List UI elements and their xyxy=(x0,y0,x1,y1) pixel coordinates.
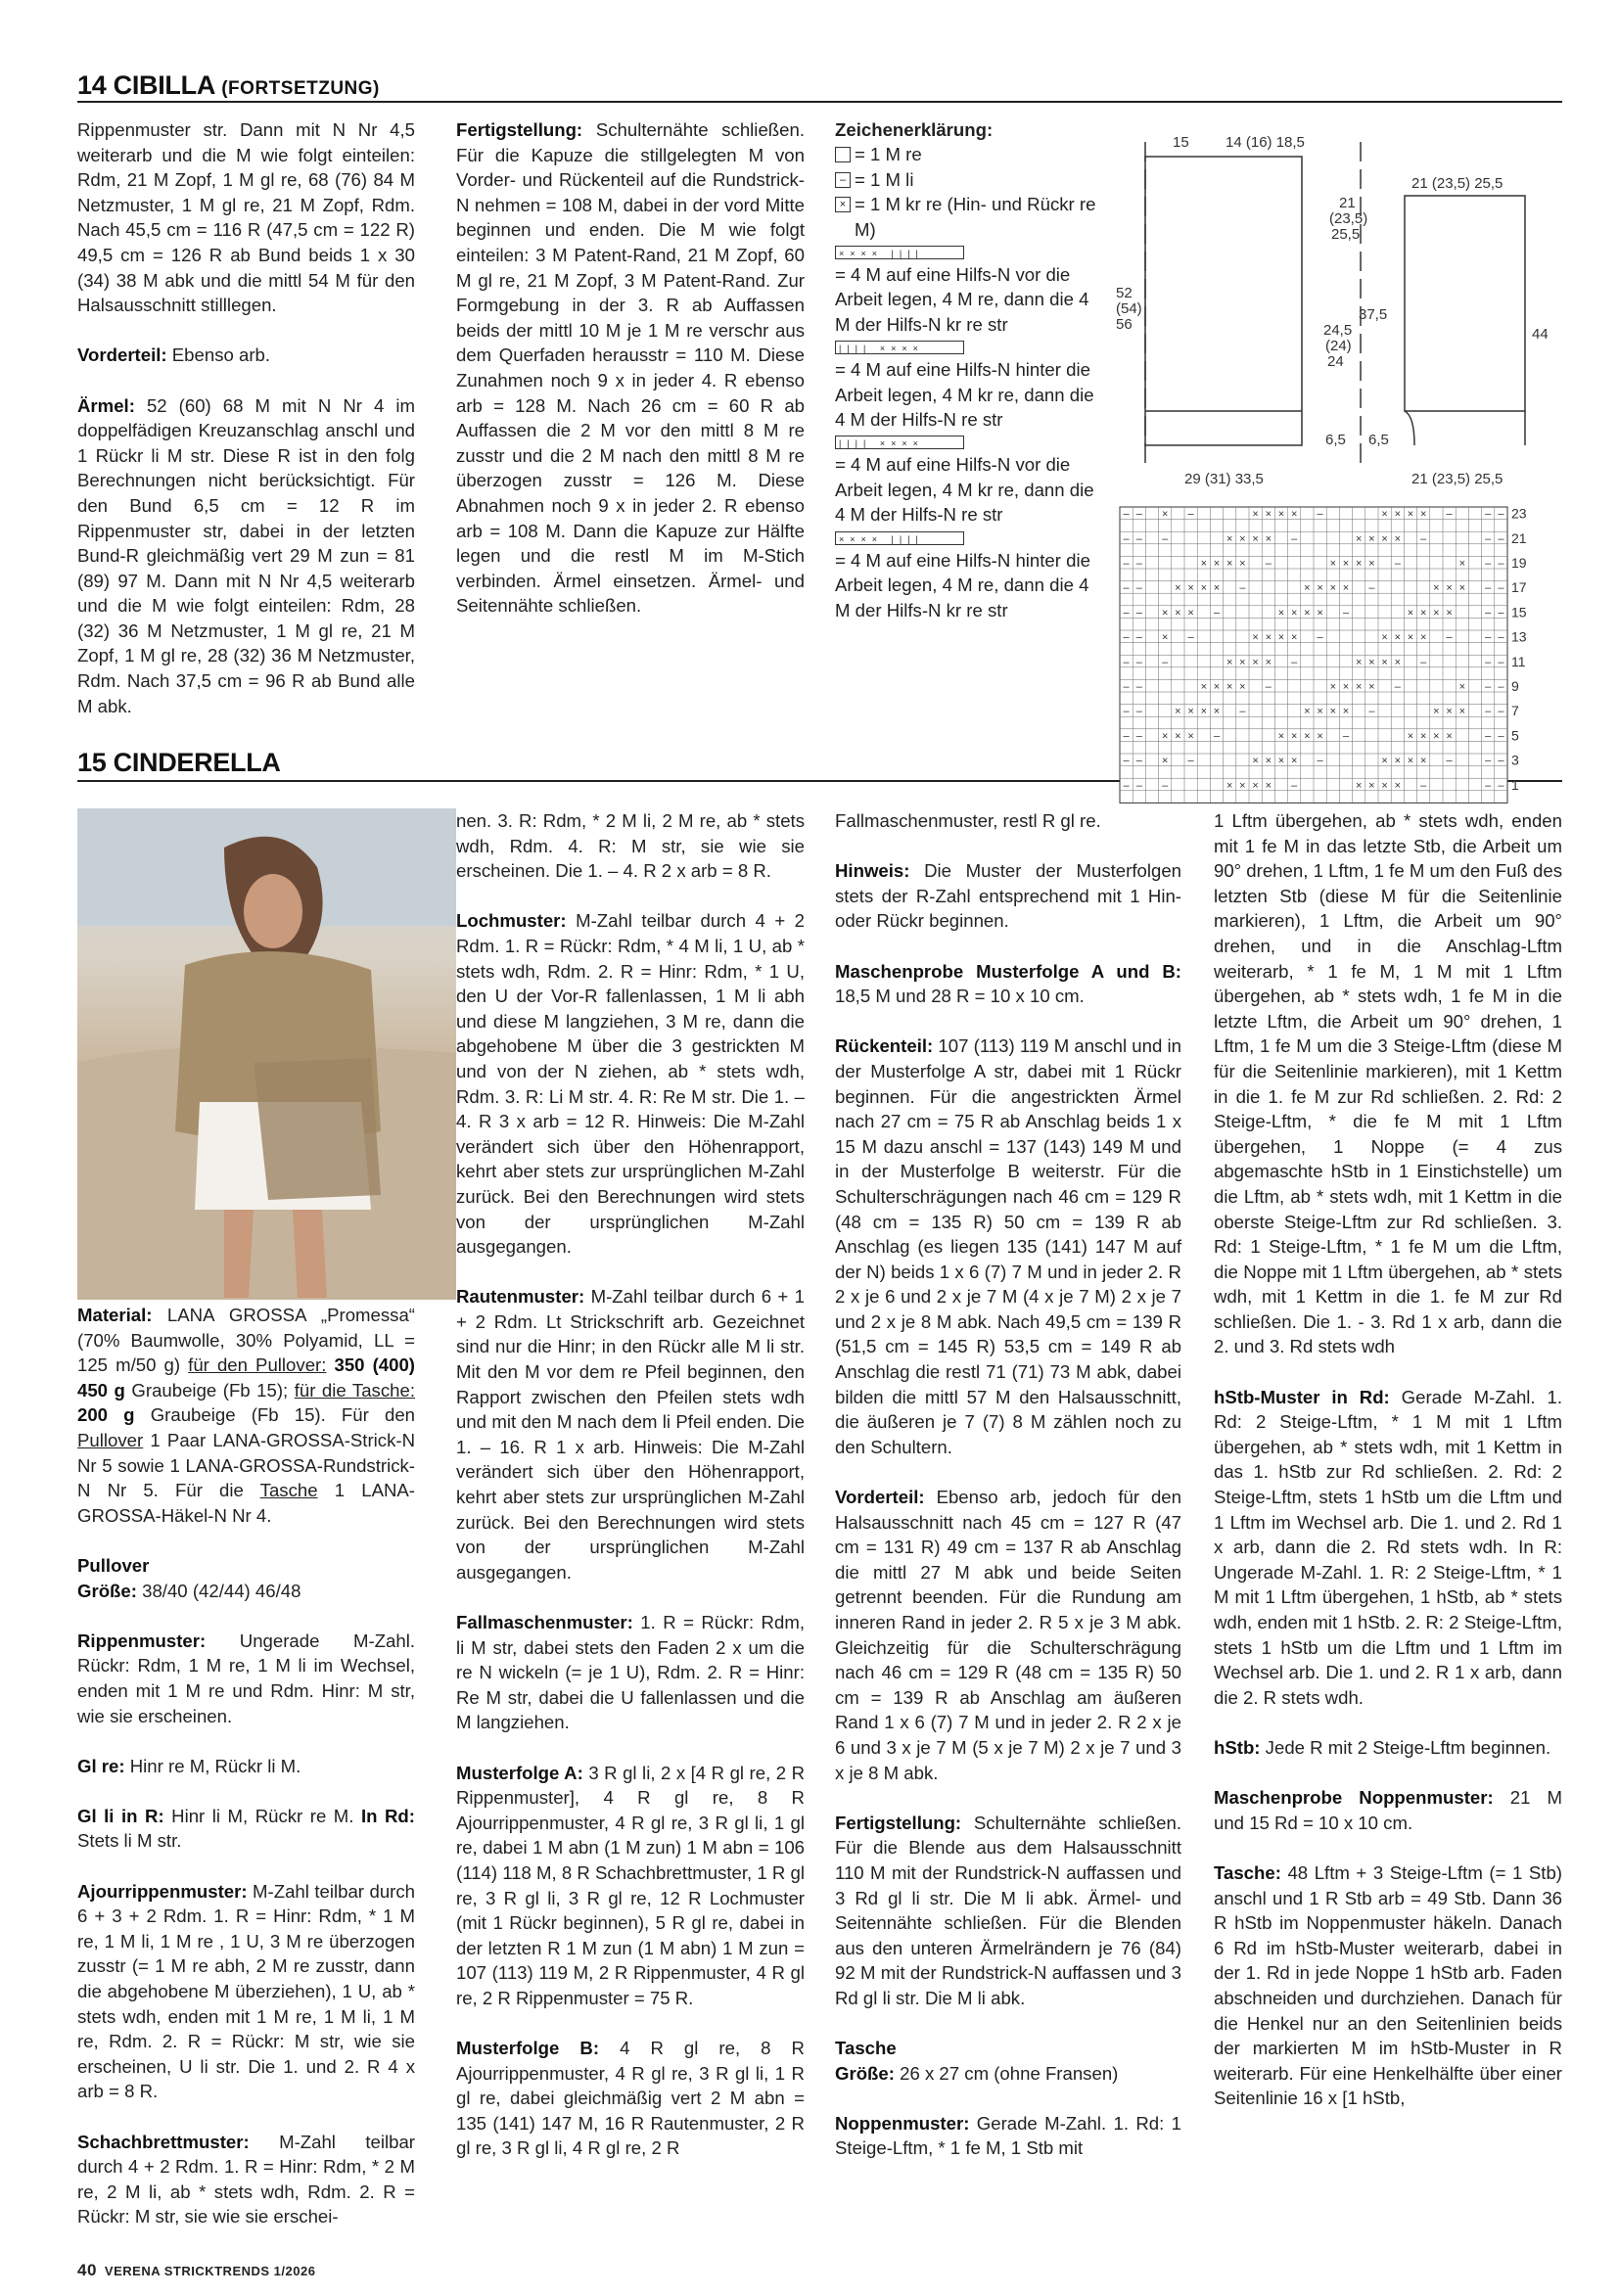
chart-symbol: × xyxy=(1446,582,1453,595)
chart-symbol: – xyxy=(1187,508,1194,521)
chart-symbol: – xyxy=(1485,607,1492,620)
chart-symbol: – xyxy=(1498,656,1504,668)
chart-symbol: × xyxy=(1381,779,1388,792)
dim-15: 15 xyxy=(1173,134,1189,151)
chart-symbol: × xyxy=(1381,656,1388,668)
chart-symbol: × xyxy=(1329,706,1337,718)
chart-symbol: – xyxy=(1123,607,1130,620)
chart-symbol: × xyxy=(1458,582,1466,595)
cinderella-col3-paragraph-1: Hinweis: Die Muster der Musterfolgen stets der R-Zahl entsprechend mit 1 Hin- oder Rückr beginnen. xyxy=(835,860,1181,932)
dim-245: 24,5 xyxy=(1323,322,1353,339)
chart-symbol: × xyxy=(1200,582,1208,595)
cinderella-col2-paragraph-4: Musterfolge A: 3 R gl li, 2 x [4 R gl re, 2 R Rippenmuster], 4 R gl re, 8 R Ajourrippenmuster, 4 R gl re, 3 R gl li, 1 gl re, dabei 1 M abn (1 M zun) 1 M abn = 106 (114) 118 M, 8 R Schachbrettmuster, 1 R gl re, 3 R gl li, 3 R gl re, 12 R Lochmuster (mit 1 Rückr beginnen), 5 R gl re, dabei in der letzten R 1 M zun (1 M abn) 1 M zun = 107 (113) 119 M, 2 R Rippenmuster, 4 R gl re, 2 R Rippenmuster = 75 R. xyxy=(456,1762,806,2008)
chart-symbol: – xyxy=(1123,631,1130,644)
cinderella-col4-paragraph-4: Tasche: 48 Lftm + 3 Steige-Lftm (= 1 Stb) anschl und 1 R Stb arb = 49 Stb. Dann 36 R hStb im Noppenmuster häkeln. Danach 6 Rd im hStb-Muster weiterarb, dabei in der 1. Rd in jede Noppe 1 hStb arb. Faden abschneiden und durchziehen. Danach für die Henkel nur an den Seitenlinien beids der markierten M im hStb-Muster in R weiterarb. Für eine Henkelhälfte über einer Seitenlinie 16 x [1 hStb, xyxy=(1214,1861,1562,2109)
cinderella-col-3 xyxy=(835,808,1181,2161)
legend-item-cable-3: = 4 M auf eine Hilfs-N vor die Arbeit legen, 4 M kr re, dann die 4 M der Hilfs-N re str xyxy=(835,454,1094,526)
chart-row-number: 7 xyxy=(1511,703,1519,719)
legend-item-cable-4: = 4 M auf eine Hilfs-N hinter die Arbeit legen, 4 M re, dann die 4 M der Hilfs-N kr re str xyxy=(835,549,1090,620)
chart-symbol: × xyxy=(1265,755,1272,767)
chart-symbol: × xyxy=(1277,631,1285,644)
chart-symbol: × xyxy=(1355,779,1363,792)
chart-symbol: – xyxy=(1446,508,1453,521)
chart-symbol: – xyxy=(1123,730,1130,743)
chart-symbol: – xyxy=(1265,558,1272,570)
legend-item-cable-2: = 4 M auf eine Hilfs-N hinter die Arbeit legen, 4 M kr re, dann die 4 M der Hilfs-N re str xyxy=(835,359,1094,431)
dim-24: 24 xyxy=(1327,353,1344,370)
twisted-symbol-icon: × xyxy=(835,197,851,212)
chart-symbol: × xyxy=(1239,656,1246,668)
chart-symbol: – xyxy=(1213,607,1221,620)
chart-symbol: × xyxy=(1161,755,1169,767)
dim-21: 21 xyxy=(1339,195,1356,211)
chart-row-number: 5 xyxy=(1511,727,1519,744)
chart-symbol: × xyxy=(1304,730,1311,743)
chart-symbol: – xyxy=(1135,681,1142,693)
chart-symbol: × xyxy=(1290,730,1298,743)
dim-56: 56 xyxy=(1116,316,1133,333)
chart-symbol: × xyxy=(1252,656,1259,668)
cinderella-col2-paragraph-1: Lochmuster: M-Zahl teilbar durch 4 + 2 Rdm. 1. R = Rückr: Rdm, * 4 M li, 1 U, ab * stets wdh, Rdm. 2. R = Hinr: Rdm, * 1 U, den U der Vor-R fallenlassen, 1 M li abh und diese M langziehen, 3 M re, dann die abgehobene M über die 3 gestrickten M und von der N ziehen, ab * stets wdh, Rdm. 3. R: Li M str. 4. R: Re M str. Die 1. – 4. R 3 x arb = 12 R. Hinweis: Die M-Zahl verändert sich über den Höhenrapport, kehrt aber stets zur ursprünglichen M-Zahl zurück. Bei den Berechnungen wird stets von der ursprünglichen M-Zahl ausgegangen. xyxy=(456,910,805,1258)
chart-symbol: × xyxy=(1355,558,1363,570)
chart-symbol: × xyxy=(1394,508,1402,521)
chart-symbol: × xyxy=(1407,730,1414,743)
chart-symbol: × xyxy=(1381,631,1388,644)
chart-symbol: – xyxy=(1291,656,1298,668)
chart-symbol: – xyxy=(1498,508,1504,521)
chart-symbol: × xyxy=(1161,508,1169,521)
chart-row-number: 1 xyxy=(1511,776,1519,793)
chart-symbol: × xyxy=(1394,755,1402,767)
chart-symbol: × xyxy=(1419,755,1427,767)
chart-symbol: × xyxy=(1187,607,1194,620)
chart-symbol: – xyxy=(1123,681,1130,693)
chart-symbol: × xyxy=(1342,558,1350,570)
cable-symbol-2-icon: |||| ×××× xyxy=(835,341,964,354)
cable-symbol-4-icon: ×××× |||| xyxy=(835,531,964,545)
chart-row-number: 21 xyxy=(1511,529,1527,546)
chart-symbol: × xyxy=(1329,582,1337,595)
chart-row-number: 3 xyxy=(1511,752,1519,768)
dim-375: 37,5 xyxy=(1359,306,1388,323)
chart-symbol: × xyxy=(1187,582,1194,595)
pullover-size: Pullover Größe: 38/40 (42/44) 46/48 xyxy=(77,1554,301,1601)
chart-symbol: × xyxy=(1226,656,1233,668)
chart-symbol: × xyxy=(1239,558,1246,570)
chart-symbol: × xyxy=(1226,681,1233,693)
chart-symbol: × xyxy=(1419,508,1427,521)
chart-symbol: × xyxy=(1277,508,1285,521)
chart-symbol: – xyxy=(1485,558,1492,570)
cinderella-col4-paragraph-1: hStb-Muster in Rd: Gerade M-Zahl. 1. Rd: 2 Steige-Lftm, * 1 M mit 1 Lftm übergehen, ab * stets wdh, mit 1 Kettm in das 1. hStb zur Rd schließen. 2. Rd: 2 Steige-Lftm, stets 1 hStb um die Lftm und 1 Lftm im Wechsel arb. Die 1. und 2. Rd 1 x arb, dann die 2. Rd stets wdh. In R: Ungerade M-Zahl. 1. R: 2 Steige-Lftm, * 1 M mit 1 Lftm übergehen, 1 hStb, ab * stets wdh, enden mit 1 hStb. 2. R: 2 Steige-Lftm, stets 1 hStb um die Lftm und 1 Lftm im Wechsel arb. Die 1. und 2. R 1 x arb, dann die 2. R stets wdh. xyxy=(1214,1386,1562,1708)
chart-symbol: – xyxy=(1342,607,1350,620)
chart-symbol: – xyxy=(1317,755,1323,767)
chart-symbol: × xyxy=(1252,508,1259,521)
chart-symbol: – xyxy=(1446,755,1453,767)
chart-symbol: – xyxy=(1123,508,1130,521)
chart-symbol: – xyxy=(1135,508,1142,521)
chart-symbol: × xyxy=(1433,730,1440,743)
chart-symbol: × xyxy=(1277,730,1285,743)
chart-symbol: × xyxy=(1317,706,1323,718)
chart-symbol: × xyxy=(1394,779,1402,792)
chart-symbol: × xyxy=(1394,656,1402,668)
chart-symbol: × xyxy=(1355,681,1363,693)
chart-symbol: – xyxy=(1394,681,1401,693)
chart-symbol: × xyxy=(1213,558,1221,570)
purl-symbol-icon: – xyxy=(835,172,851,188)
dim-21-top: 21 (23,5) 25,5 xyxy=(1411,175,1503,192)
cibilla-col-2 xyxy=(456,117,805,643)
chart-symbol: – xyxy=(1485,532,1492,545)
chart-symbol: × xyxy=(1381,532,1388,545)
chart-symbol: × xyxy=(1419,730,1427,743)
chart-symbol: × xyxy=(1368,558,1375,570)
chart-symbol: × xyxy=(1317,582,1323,595)
cinderella-col4-paragraph-2: hStb: Jede R mit 2 Steige-Lftm beginnen. xyxy=(1214,1736,1551,1758)
chart-symbol: × xyxy=(1290,607,1298,620)
chart-symbol: × xyxy=(1239,532,1246,545)
cinderella-col2-paragraph-0: nen. 3. R: Rdm, * 2 M li, 2 M re, ab * stets wdh, Rdm. 4. R: M str, sie wie sie erscheinen. Die 1. – 4. R 2 x arb = 8 R. xyxy=(456,810,805,882)
chart-symbol: – xyxy=(1162,532,1169,545)
chart-symbol: – xyxy=(1135,532,1142,545)
chart-symbol: – xyxy=(1187,631,1194,644)
gl-re: Gl re: Hinr re M, Rückr li M. xyxy=(77,1755,301,1776)
chart-symbol: – xyxy=(1123,558,1130,570)
cibilla-col-1 xyxy=(77,117,415,744)
cibilla-paragraph-2: Ärmel: 52 (60) 68 M mit N Nr 4 im doppelfädigen Kreuzanschlag anschl und 1 Rückr li M str. Diese R ist in den folg Berechnungen nicht berücksichtigt. Für den Bund 6,5 cm = 12 R im Rippenmuster str, dabei in der letzten Bund-R gleichmäßig vert 29 M zun = 81 (89) 97 M. Dann mit N Nr 4,5 weiterarb und die M wie folgt einteilen: Rdm, 28 (32) 36 M Netzmuster, 1 M gl re, 21 M Zopf, 1 M gl re, 28 (32) 36 M Netzmuster, Rdm. Nach 37,5 cm = 96 R ab Bund alle M abk. xyxy=(77,394,415,716)
chart-symbol: × xyxy=(1226,532,1233,545)
cinderella-col3-paragraph-2: Maschenprobe Musterfolge A und B: 18,5 M und 28 R = 10 x 10 cm. xyxy=(835,960,1181,1007)
chart-symbol: × xyxy=(1433,582,1440,595)
chart-symbol: × xyxy=(1368,681,1375,693)
pattern-schematic xyxy=(1116,117,1562,793)
chart-symbol: – xyxy=(1498,631,1504,644)
chart-symbol: × xyxy=(1368,532,1375,545)
chart-symbol: – xyxy=(1498,607,1504,620)
chart-symbol: × xyxy=(1458,681,1466,693)
chart-symbol: × xyxy=(1290,631,1298,644)
chart-symbol: × xyxy=(1355,532,1363,545)
chart-symbol: – xyxy=(1498,681,1504,693)
chart-symbol: × xyxy=(1419,607,1427,620)
chart-symbol: × xyxy=(1265,532,1272,545)
chart-symbol: × xyxy=(1317,730,1323,743)
chart-symbol: × xyxy=(1175,706,1181,718)
chart-symbol: – xyxy=(1394,558,1401,570)
dim-255: 25,5 xyxy=(1331,226,1361,243)
legend-item-twisted: × = 1 M kr re (Hin- und Rückr re M) xyxy=(835,192,1105,242)
legend-title: Zeichenerklärung: xyxy=(835,119,994,140)
chart-symbol: × xyxy=(1252,631,1259,644)
chart-symbol: – xyxy=(1123,582,1130,595)
chart-symbol: × xyxy=(1304,582,1311,595)
chart-symbol: × xyxy=(1175,730,1181,743)
dim-235: (23,5) xyxy=(1329,210,1368,227)
chart-symbol: × xyxy=(1213,582,1221,595)
symbol-legend xyxy=(835,117,1105,622)
cinderella-col-1 xyxy=(77,1303,415,2229)
chart-symbol: × xyxy=(1304,706,1311,718)
chart-symbol: – xyxy=(1135,706,1142,718)
chart-symbol: – xyxy=(1162,779,1169,792)
chart-symbol: × xyxy=(1407,755,1414,767)
chart-symbol: × xyxy=(1200,706,1208,718)
chart-symbol: × xyxy=(1381,508,1388,521)
tasche-size: Tasche Größe: 26 x 27 cm (ohne Fransen) xyxy=(835,2038,1119,2084)
dim-44: 44 xyxy=(1532,326,1549,343)
chart-symbol: – xyxy=(1317,631,1323,644)
chart-symbol: × xyxy=(1381,755,1388,767)
chart-row-number: 11 xyxy=(1511,653,1526,669)
chart-symbol: × xyxy=(1433,706,1440,718)
rippenmuster: Rippenmuster: Ungerade M-Zahl. Rückr: Rdm, 1 M re, 1 M li im Wechsel, enden mit 1 M re und Rdm. Hinr: M str, wie sie erscheinen. xyxy=(77,1630,415,1726)
cable-symbol-1-icon: ×××× |||| xyxy=(835,246,964,259)
chart-symbol: – xyxy=(1485,656,1492,668)
legend-item-cable-1: = 4 M auf eine Hilfs-N vor die Arbeit legen, 4 M re, dann die 4 M der Hilfs-N kr re str xyxy=(835,264,1089,335)
dim-65a: 6,5 xyxy=(1325,432,1346,448)
chart-symbol: – xyxy=(1368,582,1375,595)
dim-14: 14 (16) 18,5 xyxy=(1226,134,1305,151)
chart-symbol: – xyxy=(1420,532,1427,545)
chart-symbol: – xyxy=(1162,656,1169,668)
chart-symbol: – xyxy=(1446,631,1453,644)
chart-symbol: × xyxy=(1419,631,1427,644)
dim-24b: (24) xyxy=(1325,338,1352,354)
chart-symbol: × xyxy=(1368,779,1375,792)
material-paragraph: Material: LANA GROSSA „Promessa“ (70% Baumwolle, 30% Polyamid, LL = 125 m/50 g) für den Pullover: 350 (400) 450 g Graubeige (Fb 15); für die Tasche: 200 g Graubeige (Fb 15). Für den Pullover 1 Paar LANA-GROSSA-Strick-N Nr 5 sowie 1 LANA-GROSSA-Rundstrick-N Nr 5. Für die Tasche 1 LANA-GROSSA-Häkel-N Nr 4. xyxy=(77,1305,415,1526)
chart-symbol: – xyxy=(1123,755,1130,767)
chart-symbol: × xyxy=(1265,508,1272,521)
chart-symbol: – xyxy=(1213,730,1221,743)
dim-21-bottom: 21 (23,5) 25,5 xyxy=(1411,471,1503,487)
chart-symbol: – xyxy=(1498,582,1504,595)
chart-symbol: × xyxy=(1277,755,1285,767)
chart-symbol: × xyxy=(1161,730,1169,743)
chart-symbol: × xyxy=(1290,755,1298,767)
chart-symbol: × xyxy=(1175,582,1181,595)
chart-symbol: – xyxy=(1123,532,1130,545)
chart-symbol: × xyxy=(1200,558,1208,570)
chart-symbol: – xyxy=(1498,755,1504,767)
chart-symbol: × xyxy=(1342,706,1350,718)
chart-symbol: × xyxy=(1446,706,1453,718)
cinderella-col2-paragraph-3: Fallmaschenmuster: 1. R = Rückr: Rdm, li M str, dabei stets den Faden 2 x um die re N wickeln (= je 1 U), Rdm. 2. R = Hinr: Re M str, dabei die U fallenlassen und die M langziehen. xyxy=(456,1612,805,1733)
chart-symbol: × xyxy=(1252,532,1259,545)
chart-symbol: – xyxy=(1498,532,1504,545)
cinderella-col4-paragraph-3: Maschenprobe Noppenmuster: 21 M und 15 Rd = 10 x 10 cm. xyxy=(1214,1787,1562,1833)
cinderella-col4-paragraph-0: 1 Lftm übergehen, ab * stets wdh, enden mit 1 fe M in das letzte Stb, die Arbeit um 90° drehen, 1 Lftm, 1 fe M um den Fuß des letzten Stb (diese M für die Seitenlinie markieren), 1 Lftm, die Arbeit um 90° drehen, und in die Anschlag-Lftm weiterarb, * 1 fe M, 1 M mit 1 Lftm übergehen, ab * stets wdh, 1 fe M in die letzte Lftm, die Arbeit um 90° drehen, 1 Lftm, 1 fe M um die 3 Steige-Lftm (diese M für die Seitenlinie markieren), mit 1 Kettm in die 1. fe M zur Rd schließen. 2. Rd: 2 Steige-Lftm, * die fe M mit 1 Lftm übergehen, 1 Noppe (= 4 zus abgemaschte hStb in 1 Einstichstelle) um die Lftm, ab * stets wdh, mit 1 Kettm in die oberste Steige-Lftm zur Rd schließen. 3. Rd: 1 Steige-Lftm, * 1 fe M um die Lftm, die Noppe mit 1 Lftm übergehen, ab * stets wdh, mit 1 Kettm in die 1. fe M zur Rd schließen. Die 1. - 3. Rd 1 x arb, dann die 2. und 3. Rd stets wdh xyxy=(1214,810,1562,1357)
chart-symbol: × xyxy=(1187,730,1194,743)
cinderella-col2-paragraph-5: Musterfolge B: 4 R gl re, 8 R Ajourrippenmuster, 4 R gl re, 3 R gl li, 1 R gl re, dabei gleichmäßig vert 2 M abn = 135 (141) 147 M, 16 R Rautenmuster, 2 R gl re, 3 R gl li, 4 R gl re, 2 R xyxy=(456,2038,805,2159)
cinderella-col3-paragraph-4: Vorderteil: Ebenso arb, jedoch für den Halsausschnitt nach 45 cm = 127 R (47 cm = 131 R) 49 cm = 137 R ab Anschlag die mittl 27 M abk und beide Seiten getrennt beenden. Für die Rundung am inneren Rand in jeder 2. R 5 x je 3 M abk. Gleichzeitig für die Schulterschrägung nach 46 cm = 129 R (48 cm = 135 R) 50 cm = 139 R ab Anschlag am äußeren Rand 1 x 6 (7) 7 M und in jeder 2. R 2 x je 6 und 3 x je 7 M (5 x je 7 M) 2 x je 7 und 3 x je 8 M abk. xyxy=(835,1487,1181,1783)
chart-symbol: × xyxy=(1407,607,1414,620)
chart-symbol: – xyxy=(1342,730,1350,743)
ajourrippenmuster: Ajourrippenmuster: M-Zahl teilbar durch 6 + 3 + 2 Rdm. 1. R = Hinr: Rdm, * 1 M re, 1 M li, 1 M re , 1 U, 3 M re überzogen zusstr (= 1 M re abh, 2 M re zusstr, dann die abgehobene M überziehen), 1 U, ab * stets wdh, enden mit 1 M re, 1 M li, 1 M re, Rdm. 2. R = Rückr: M str, wie sie erscheinen, U li str. Die 1. und 2. R 4 x arb = 8 R. xyxy=(77,1880,415,2102)
chart-symbol: × xyxy=(1394,631,1402,644)
model-photo xyxy=(77,808,456,1300)
chart-symbol: × xyxy=(1342,582,1350,595)
cinderella-col3-paragraph-0: Fallmaschenmuster, restl R gl re. xyxy=(835,810,1101,831)
chart-symbol: – xyxy=(1420,779,1427,792)
cinderella-col2-paragraph-2: Rautenmuster: M-Zahl teilbar durch 6 + 1 + 2 Rdm. Lt Strickschrift arb. Gezeichnet sind nur die Hinr; in den Rückr alle M li str. Mit den M vor dem re Pfeil beginnen, den Rapport zwischen den Pfeilen stets wdh und mit den M nach dem li Pfeil enden. Die 1. – 16. R 1 x arb. Hinweis: Die M-Zahl verändert sich über den Höhenrapport, kehrt aber stets zur ursprünglichen M-Zahl zurück. Bei den Berechnungen wird stets von der ursprünglichen M-Zahl ausgegangen. xyxy=(456,1286,805,1583)
chart-symbol: – xyxy=(1485,706,1492,718)
chart-symbol: – xyxy=(1420,656,1427,668)
chart-symbol: × xyxy=(1329,681,1337,693)
section-title-15: 15 CINDERELLA xyxy=(77,748,281,777)
chart-symbol: × xyxy=(1213,706,1221,718)
dim-29: 29 (31) 33,5 xyxy=(1184,471,1264,487)
chart-symbol: – xyxy=(1239,706,1246,718)
chart-symbol: × xyxy=(1446,730,1453,743)
chart-symbol: × xyxy=(1290,508,1298,521)
chart-symbol: – xyxy=(1368,706,1375,718)
chart-symbol: × xyxy=(1433,607,1440,620)
cinderella-col3-paragraph-7: Noppenmuster: Gerade M-Zahl. 1. Rd: 1 Steige-Lftm, * 1 fe M, 1 Stb mit xyxy=(835,2112,1181,2159)
chart-symbol: × xyxy=(1187,706,1194,718)
cibilla-finishing-0: Fertigstellung: Schulternähte schließen. Für die Kapuze die stillgelegten M von Vorder- und Rückenteil auf die Rundstrick-N nehmen = 108 M, dabei in der vord Mitte beginnen und enden. Die M wie folgt einteilen: 3 M Patent-Rand, 21 M Zopf, 60 M gl re, 21 M Zopf, 3 M Patent-Rand. Zur Formgebung in der 3. R ab Auffassen beids der mittl 10 M je 1 M re verschr aus dem Querfaden herausstr = 110 M. Diese Zunahmen noch 9 x in jeder 4. R ebenso arb = 128 M. Nach 26 cm = 60 R ab Auffassen die 2 M vor den mittl 8 M re zusstr und die 2 M nach den mittl 8 M re überzogen zusstr = 126 M. Diese Abnahmen noch 9 x in jeder 2. R ebenso arb = 108 M. Dann die Kapuze zur Hälfte legen und die restl M im M-Stich verbinden. Ärmel einsetzen. Ärmel- und Seitennähte schließen. xyxy=(456,119,805,617)
cinderella-col3-paragraph-5: Fertigstellung: Schulternähte schließen. Für die Blende aus dem Halsausschnitt 110 M mit der Rundstrick-N auffassen und 3 Rd gl li str. Die M li abk. Ärmel- und Seitennähte schließen. Für die Blenden aus den unteren Ärmelrändern je 76 (84) 92 M mit der Rundstrick-N auffassen und 3 Rd gl li str. Die M li abk. xyxy=(835,1812,1181,2008)
chart-symbol: × xyxy=(1265,779,1272,792)
legend-item-knit: = 1 M re xyxy=(835,142,1105,166)
chart-symbol: × xyxy=(1329,558,1337,570)
stitch-chart xyxy=(1120,506,1527,804)
chart-symbol: × xyxy=(1239,681,1246,693)
cibilla-paragraph-0: Rippenmuster str. Dann mit N Nr 4,5 weiterarb und die M wie folgt einteilen: Rdm, 21 M Zopf, 1 M gl re, 68 (76) 84 M Netzmuster, 1 M gl re, 21 M Zopf, Rdm. Nach 45,5 cm = 116 R (47,5 cm = 122 R) 49,5 cm = 126 R ab Bund beids 1 x 30 (34) 38 M abk und die mittl 54 M für den Halsausschnitt stilllegen. xyxy=(77,119,415,316)
chart-symbol: – xyxy=(1123,706,1130,718)
schachbrettmuster: Schachbrettmuster: M-Zahl teilbar durch 4 + 2 Rdm. 1. R = Hinr: Rdm, * 2 M re, 2 M li, ab * stets wdh, Rdm. 2. R = Rückr: M str, sie wie sie erschei- xyxy=(77,2131,415,2227)
chart-symbol: – xyxy=(1291,779,1298,792)
chart-symbol: × xyxy=(1200,681,1208,693)
dim-65b: 6,5 xyxy=(1368,432,1389,448)
chart-symbol: × xyxy=(1304,607,1311,620)
chart-symbol: – xyxy=(1123,779,1130,792)
dim-54: (54) xyxy=(1116,300,1142,317)
chart-symbol: × xyxy=(1239,779,1246,792)
cinderella-col3-paragraph-3: Rückenteil: 107 (113) 119 M anschl und in der Musterfolge A str, dabei mit 1 Rückr beginnen. Für die angestrickten Ärmel nach 27 cm = 75 R ab Anschlag beids 1 x 15 M dazu anschl = 137 (143) 149 M und in der Musterfolge B weiterstr. Für die Schulterschrägungen nach 46 cm = 129 R (48 cm = 135 R) 50 cm = 139 R ab Anschlag (es liegen 135 (141) 147 M auf der N) beids 1 x 6 (7) 7 M und in jeder 2. R 2 x je 6 und 2 x je 7 M (4 x je 7 M) 2 x je 7 und 2 x je 8 M abk. Nach 49,5 cm = 139 R (51,5 cm = 145 R) 53,5 cm = 149 R ab Anschlag die restl 71 (71) 73 M abk, dabei bilden die mittl 57 M den Halsausschnitt, die äußeren je 7 (7) 8 M zählen noch zu den Schultern. xyxy=(835,1035,1181,1457)
chart-symbol: × xyxy=(1317,607,1323,620)
chart-symbol: – xyxy=(1498,730,1504,743)
knit-symbol-icon xyxy=(835,147,851,162)
chart-symbol: – xyxy=(1485,582,1492,595)
model-figure-icon xyxy=(77,808,456,1300)
header-rule-14 xyxy=(77,101,1562,103)
chart-symbol: × xyxy=(1213,681,1221,693)
chart-symbol: – xyxy=(1498,706,1504,718)
page-number: 40 xyxy=(77,2261,97,2279)
section-title-14: 14 CIBILLA (FORTSETZUNG) xyxy=(77,70,380,100)
chart-symbol: – xyxy=(1123,656,1130,668)
chart-symbol: – xyxy=(1291,532,1298,545)
chart-symbol: – xyxy=(1135,755,1142,767)
chart-symbol: × xyxy=(1446,607,1453,620)
chart-symbol: × xyxy=(1265,631,1272,644)
chart-symbol: × xyxy=(1407,631,1414,644)
chart-symbol: × xyxy=(1458,558,1466,570)
chart-symbol: – xyxy=(1485,755,1492,767)
chart-symbol: × xyxy=(1226,558,1233,570)
chart-row-number: 9 xyxy=(1511,678,1519,694)
chart-symbol: – xyxy=(1498,558,1504,570)
gl-li: Gl li in R: Hinr li M, Rückr re M. In Rd: Stets li M str. xyxy=(77,1805,415,1852)
cinderella-col-4 xyxy=(1214,808,1562,2111)
chart-row-number: 17 xyxy=(1511,579,1527,596)
magazine-name: VERENA STRICKTRENDS 1/2026 xyxy=(104,2264,316,2278)
chart-symbol: × xyxy=(1342,681,1350,693)
chart-symbol: – xyxy=(1485,681,1492,693)
chart-symbol: × xyxy=(1355,656,1363,668)
chart-symbol: × xyxy=(1277,607,1285,620)
chart-symbol: × xyxy=(1252,755,1259,767)
cable-symbol-3-icon: |||| ×××× xyxy=(835,436,964,449)
chart-symbol: – xyxy=(1187,755,1194,767)
dim-52: 52 xyxy=(1116,285,1133,301)
chart-symbol: – xyxy=(1498,779,1504,792)
chart-symbol: × xyxy=(1458,706,1466,718)
chart-symbol: – xyxy=(1135,779,1142,792)
chart-symbol: – xyxy=(1485,631,1492,644)
cinderella-col-2 xyxy=(456,808,805,2161)
chart-symbol: – xyxy=(1485,730,1492,743)
chart-symbol: – xyxy=(1135,607,1142,620)
chart-symbol: – xyxy=(1135,582,1142,595)
chart-symbol: × xyxy=(1407,508,1414,521)
chart-symbol: × xyxy=(1226,779,1233,792)
chart-symbol: × xyxy=(1368,656,1375,668)
chart-symbol: – xyxy=(1135,631,1142,644)
chart-symbol: – xyxy=(1317,508,1323,521)
chart-symbol: – xyxy=(1239,582,1246,595)
chart-symbol: – xyxy=(1135,730,1142,743)
chart-symbol: – xyxy=(1265,681,1272,693)
cibilla-paragraph-1: Vorderteil: Ebenso arb. xyxy=(77,344,271,366)
chart-symbol: × xyxy=(1161,631,1169,644)
chart-row-number: 13 xyxy=(1511,628,1527,645)
chart-symbol: – xyxy=(1485,779,1492,792)
chart-row-number: 15 xyxy=(1511,604,1527,620)
chart-symbol: – xyxy=(1135,656,1142,668)
chart-symbol: – xyxy=(1485,508,1492,521)
chart-symbol: – xyxy=(1135,558,1142,570)
chart-symbol: × xyxy=(1252,779,1259,792)
chart-symbol: × xyxy=(1175,607,1181,620)
legend-item-purl: – = 1 M li xyxy=(835,167,1105,192)
chart-row-number: 23 xyxy=(1511,505,1527,522)
page-footer xyxy=(77,2261,315,2280)
chart-symbol: × xyxy=(1394,532,1402,545)
chart-symbol: × xyxy=(1161,607,1169,620)
chart-row-number: 19 xyxy=(1511,555,1527,571)
chart-symbol: × xyxy=(1265,656,1272,668)
